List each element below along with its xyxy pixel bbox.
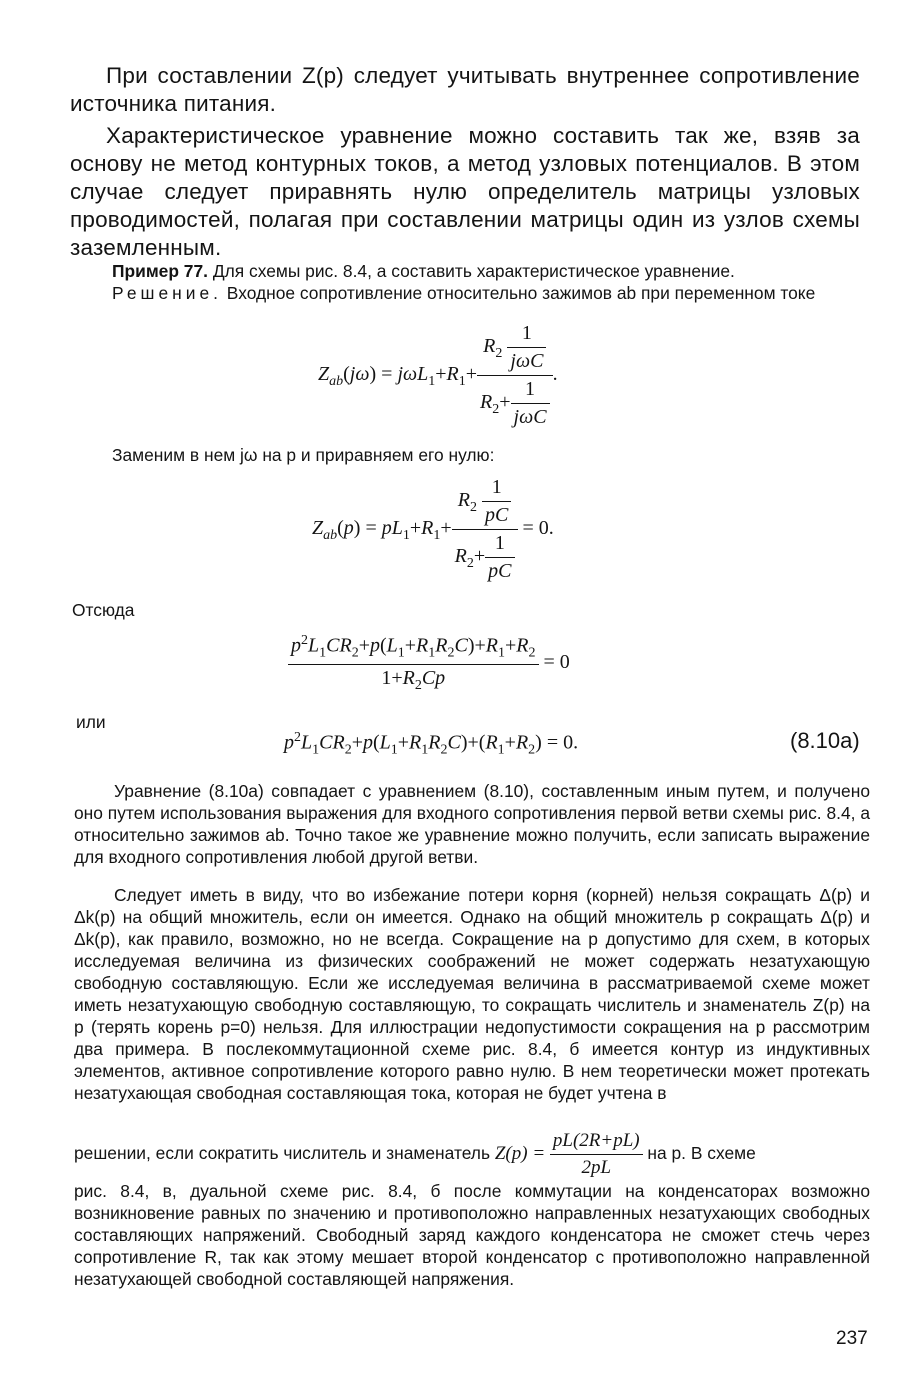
example-label: Пример 77. xyxy=(112,261,208,281)
replace-text: Заменим в нем jω на p и приравняем его нулю: xyxy=(112,445,495,465)
paragraph-3-block xyxy=(74,1180,870,1290)
intro-section xyxy=(70,62,860,262)
paragraph-3: рис. 8.4, в, дуальной схеме рис. 8.4, б после коммутации на конденсаторах возможно возникновение равных по значению и противоположно направленных незатухающих свободных составляющих напряжений. Свободный заряд каждого конденсатора не сможет стечь через сопротивление R, так как этому мешает второй конденсатор с противоположно направленной незатухающей свободной составляющей напряжения. xyxy=(74,1181,870,1289)
hence-text: Отсюда xyxy=(72,600,135,620)
or-text: или xyxy=(76,712,106,732)
paragraph-2-cont-after: на p. В схеме xyxy=(647,1142,756,1163)
paragraph-1-block xyxy=(74,780,870,868)
example-header xyxy=(72,260,866,282)
equation-fraction-zero: $\frac{p^2L_1CR_2+p(L_1+R_1R_2C)+R_1+R_2}{1+R_2Cp}$ = 0 xyxy=(288,633,570,693)
paragraph-1: Уравнение (8.10a) совпадает с уравнением (8.10), составленным иным путем, и получено оно путем использования выражения для входного сопротивления первой ветви схемы рис. 8.4, а относительно зажимов ab. Точно такое же уравнение можно получить, если записать выражение для входного сопротивления любой другой ветви. xyxy=(74,781,870,867)
solution-text xyxy=(72,282,866,304)
inline-fraction-denominator: 2pL xyxy=(581,1157,612,1178)
paragraph-2: Следует иметь в виду, что во избежание потери корня (корней) нельзя сокращать Δ(p) и Δk(p) на общий множитель, если он имеется. Однако на общий множитель p сокращать Δ(p) и Δk(p), как правило, возможно, но не всегда. Сокращение на p допустимо для схем, в которых исследуемая величина из физических соображений не может содержать незатухающую свободную составляющую. Если же исследуемая величина в рассматриваемой схеме может иметь незатухающую свободную составляющую, то сокращать числитель и знаменатель Z(p) на p (терять корень p=0) нельзя. Для иллюстрации недопустимости сокращения на p рассмотрим два примера. В послекоммутационной схеме рис. 8.4, б имеется контур из индуктивных элементов, активное сопротивление которого равно нулю. В нем теоретически может протекать незатухающая свободная составляющая тока, которая не будет учтена в xyxy=(74,885,870,1103)
intro-paragraph-2: Характеристическое уравнение можно составить так же, взяв за основу не метод контурных токов, а метод узловых потенциалов. В этом случае следует приравнять нулю определитель матрицы узловых проводимостей, полагая при составлении матрицы один из узлов схемы заземленным. xyxy=(70,123,860,260)
equation-8-10a: $p^2L_1CR_2+p(L_1+R_1R_2C)+(R_1+R_2) = 0$. xyxy=(284,730,579,758)
inline-fraction-equation xyxy=(494,1130,648,1178)
intro-paragraph-1: При составлении Z(p) следует учитывать внутреннее сопротивление источника питания. xyxy=(70,63,860,116)
inline-fraction-line xyxy=(74,1130,870,1179)
example-text: Для схемы рис. 8.4, а составить характеристическое уравнение. xyxy=(212,261,735,281)
inline-fraction-numerator: pL(2R+pL) xyxy=(550,1130,643,1155)
solution-body: Входное сопротивление относительно зажимов ab при переменном токе xyxy=(226,283,816,303)
equation-zab-p: $Z_{ab}(p) = pL_1+R_1+$ $R_2$ $\frac{1}{pC}$ $R_2+$ $\frac{1}{pC}$ = 0. xyxy=(312,476,554,582)
page-number: 237 xyxy=(836,1328,868,1349)
example-section xyxy=(72,260,866,304)
equation-zab-jw: $Z_{ab}(j\omega) = j\omega L_1+R_1+$ $R_2$ $\frac{1}{\text{jωC}}$ $R_2+$ $\frac{1}{\text{jωC}}$ . xyxy=(318,322,558,428)
inline-fraction-lhs: Z(p) = xyxy=(494,1142,546,1164)
solution-label: Решение. xyxy=(112,283,222,303)
equation-number: (8.10a) xyxy=(790,728,860,753)
paragraph-2-cont-before: решении, если сократить числитель и знаменатель xyxy=(74,1142,491,1163)
paragraph-2-block xyxy=(74,884,870,1104)
